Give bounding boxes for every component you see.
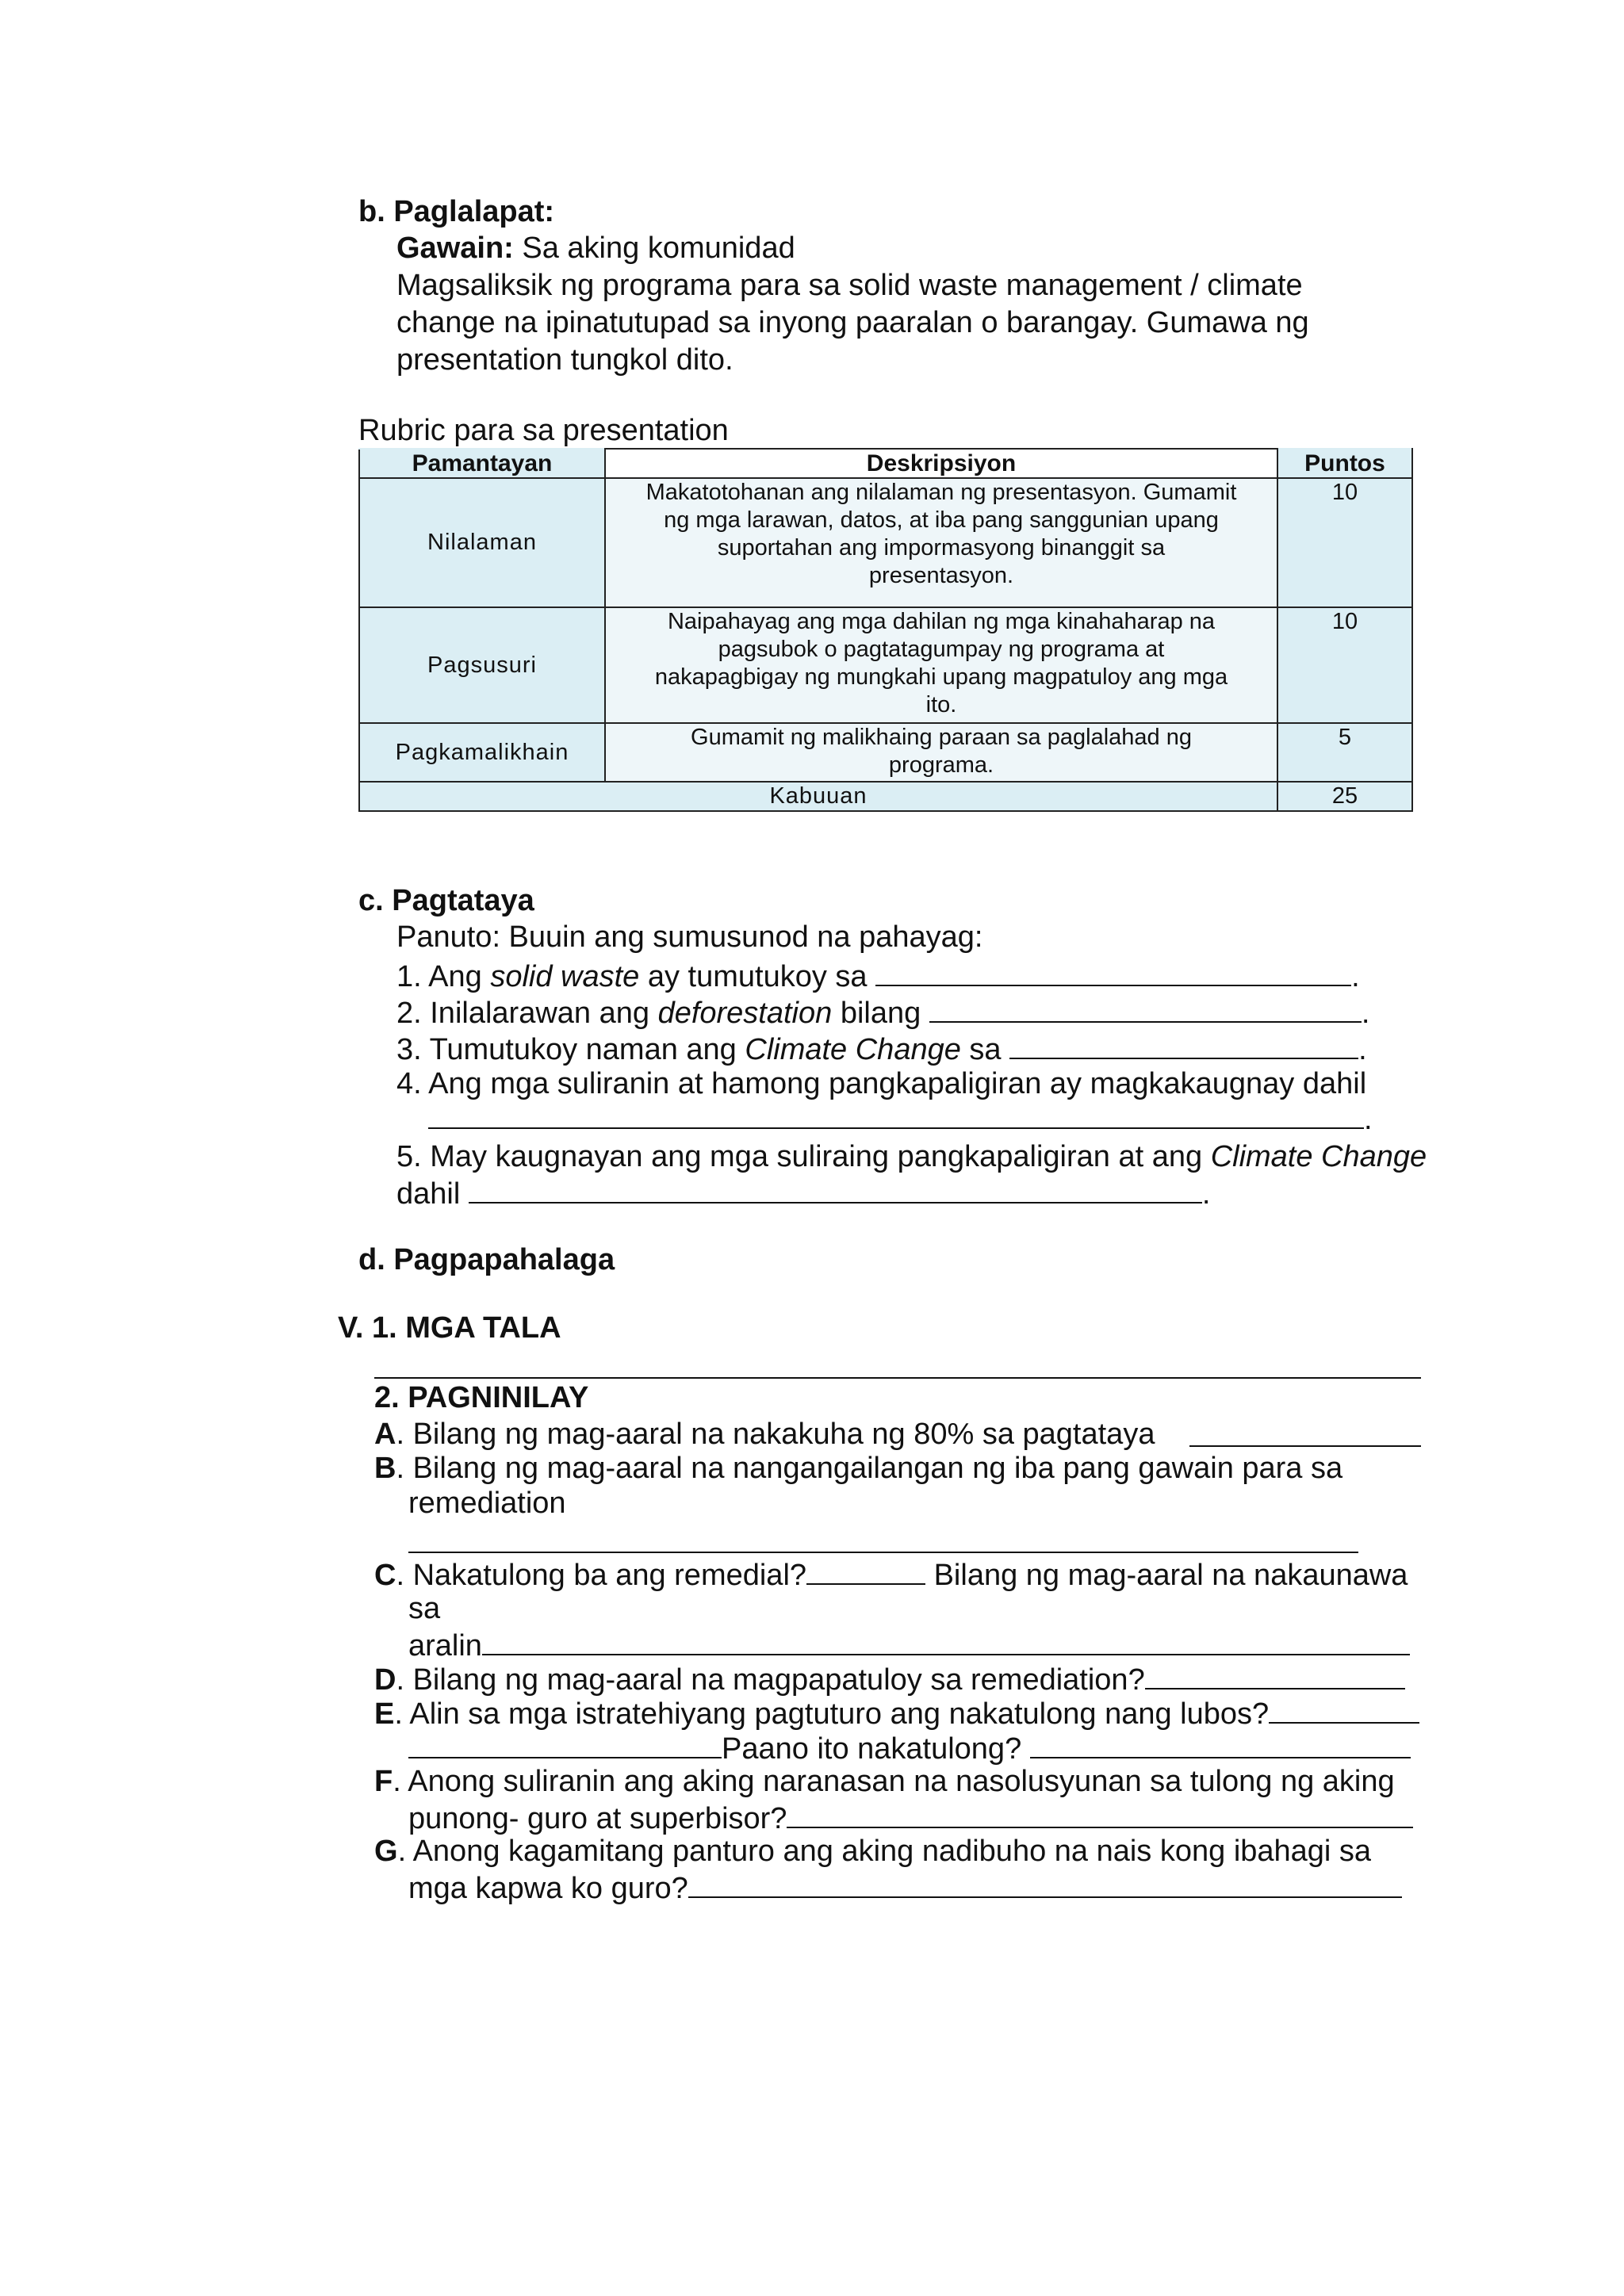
rubric-description [605, 607, 1277, 723]
item-letter: D [374, 1663, 396, 1697]
item-text: . Bilang ng mag-aaral na nangangailangan ng iba pang gawain para sa [396, 1452, 1343, 1485]
rubric-description [605, 723, 1277, 782]
rubric-table [358, 448, 1413, 812]
answer-blank[interactable] [482, 1625, 1410, 1655]
pagninilay-item-f-line2 [408, 1798, 1413, 1837]
pagninilay-item-e [374, 1693, 1419, 1732]
description-line: Naipahayag ang mga dahilan ng mga kinahaharap na [667, 609, 1216, 634]
item-text: . Nakatulong ba ang remedial? [396, 1559, 807, 1592]
section-heading-pagninilay: 2. PAGNINILAY [374, 1381, 589, 1414]
item-text: 5. May kaugnayan ang mga suliraing pangkapaligiran at ang [396, 1140, 1211, 1173]
rubric-criterion: Nilalaman [359, 478, 605, 607]
answer-blank[interactable] [469, 1173, 1202, 1203]
rubric-header-puntos: Puntos [1277, 449, 1412, 478]
answer-blank[interactable] [875, 956, 1351, 986]
pagtataya-item-3 [396, 1029, 1367, 1068]
item-text: 1. Ang [396, 960, 491, 993]
period: . [1364, 1103, 1373, 1136]
item-text: . Anong suliranin ang aking naranasan na nasolusyunan sa tulong ng aking [393, 1765, 1395, 1798]
item-text: . Alin sa mga istratehiyang pagtuturo ang nakatulong nang lubos? [394, 1697, 1270, 1731]
rubric-total-row [359, 782, 1412, 811]
rubric-criterion: Pagkamalikhain [359, 723, 605, 782]
pagtataya-item-1 [396, 956, 1360, 995]
item-term: solid waste [490, 960, 640, 993]
answer-blank[interactable] [1189, 1445, 1421, 1447]
rubric-header-row [359, 449, 1412, 478]
rubric-header-pamantayan: Pamantayan [359, 449, 605, 478]
item-letter: E [374, 1697, 395, 1731]
item-text: mga kapwa ko guro? [408, 1872, 688, 1905]
table-row [359, 478, 1412, 607]
answer-blank[interactable] [929, 993, 1362, 1023]
table-row [359, 607, 1412, 723]
description-line: pagsubok o pagtatagumpay ng programa at [718, 637, 1165, 662]
description-line: Makatotohanan ang nilalaman ng presentasyon. Gumamit [645, 480, 1237, 505]
answer-blank[interactable] [1030, 1728, 1411, 1758]
pagninilay-item-c-line2: sa [408, 1592, 441, 1625]
answer-blank[interactable] [1145, 1659, 1405, 1689]
item-text: ay tumutukoy sa [639, 960, 876, 993]
answer-blank[interactable] [1269, 1693, 1419, 1724]
description-line: Gumamit ng malikhaing paraan sa paglalahad ng [691, 725, 1192, 750]
paglalapat-line: presentation tungkol dito. [396, 343, 733, 377]
pagtataya-item-5 [396, 1138, 1427, 1175]
pagtataya-instruction: Panuto: Buuin ang sumusunod na pahayag: [396, 920, 983, 954]
rubric-total-label: Kabuuan [359, 782, 1277, 811]
item-term: Climate Change [745, 1033, 961, 1066]
pagninilay-item-c [374, 1555, 1408, 1594]
gawain-label: Gawain: [396, 232, 514, 265]
gawain-line [396, 230, 795, 266]
item-letter: A [374, 1418, 396, 1451]
item-text: aralin [408, 1629, 482, 1663]
item-text: bilang [832, 997, 929, 1030]
rubric-total-points: 25 [1277, 782, 1412, 811]
rubric-description [605, 478, 1277, 607]
pagninilay-item-g [374, 1833, 1371, 1869]
pagtataya-item-4-answer [428, 1099, 1373, 1138]
answer-blank[interactable] [1009, 1029, 1358, 1059]
item-text: Bilang ng mag-aaral na nakaunawa [925, 1559, 1408, 1592]
description-line: presentasyon. [868, 563, 1014, 588]
pagninilay-item-a [374, 1416, 1155, 1452]
item-text: Paano ito nakatulong? [722, 1732, 1030, 1766]
period: . [1351, 960, 1360, 993]
item-text: 3. Tumutukoy naman ang [396, 1033, 745, 1066]
paglalapat-line: Magsaliksik ng programa para sa solid waste management / climate [396, 269, 1303, 302]
section-heading-pagtataya: c. Pagtataya [358, 884, 534, 917]
section-heading-mga-tala: V. 1. MGA TALA [338, 1311, 561, 1345]
description-line: nakapagbigay ng mungkahi upang magpatuloy ang mga [654, 664, 1228, 690]
table-row [359, 723, 1412, 782]
item-letter: G [374, 1835, 398, 1868]
description-line: ito. [925, 692, 957, 718]
item-letter: B [374, 1452, 396, 1485]
answer-blank[interactable] [408, 1728, 722, 1758]
item-text: . Anong kagamitang panturo ang aking nadibuho na nais kong ibahagi sa [397, 1835, 1372, 1868]
item-text: . Bilang ng mag-aaral na nakakuha ng 80% sa pagtataya [396, 1418, 1155, 1451]
item-text: punong- guro at superbisor? [408, 1802, 787, 1835]
period: . [1201, 1177, 1211, 1211]
answer-blank[interactable] [408, 1552, 1358, 1553]
pagninilay-item-c-line3 [408, 1625, 1410, 1664]
item-letter: C [374, 1559, 396, 1592]
section-heading-pagpapahalaga: d. Pagpapahalaga [358, 1243, 615, 1276]
description-line: programa. [888, 752, 994, 778]
answer-blank[interactable] [787, 1798, 1413, 1828]
pagninilay-item-e-line2 [408, 1728, 1411, 1767]
pagtataya-item-5-answer [396, 1173, 1210, 1212]
item-text: dahil [396, 1177, 469, 1211]
rubric-caption: Rubric para sa presentation [358, 414, 729, 447]
item-term: Climate Change [1210, 1140, 1427, 1173]
pagninilay-item-b-line2: remediation [408, 1487, 566, 1520]
item-text: . Bilang ng mag-aaral na magpapatuloy sa remediation? [396, 1663, 1145, 1697]
answer-blank[interactable] [688, 1868, 1402, 1898]
rubric-points: 10 [1277, 607, 1412, 723]
pagtataya-item-2 [396, 993, 1369, 1031]
rubric-header-deskripsiyon: Deskripsiyon [605, 449, 1277, 478]
pagninilay-item-f [374, 1763, 1395, 1800]
rubric-points: 10 [1277, 478, 1412, 607]
pagtataya-item-4: 4. Ang mga suliranin at hamong pangkapaligiran ay magkakaugnay dahil [396, 1067, 1367, 1100]
period: . [1358, 1033, 1367, 1066]
rubric-criterion: Pagsusuri [359, 607, 605, 723]
item-text: 2. Inilalarawan ang [396, 997, 658, 1030]
description-line: suportahan ang impormasyong binanggit sa [717, 535, 1166, 561]
paglalapat-line: change na ipinatutupad sa inyong paaralan o barangay. Gumawa ng [396, 306, 1309, 339]
description-line: ng mga larawan, datos, at iba pang sanggunian upang [664, 507, 1219, 533]
gawain-title: Sa aking komunidad [522, 232, 795, 265]
section-heading-paglalapat: b. Paglalapat: [358, 195, 555, 228]
rubric-points: 5 [1277, 723, 1412, 782]
pagninilay-item-d [374, 1659, 1405, 1698]
pagninilay-item-g-line2 [408, 1868, 1402, 1907]
answer-blank[interactable] [806, 1555, 925, 1585]
mga-tala-line[interactable] [374, 1377, 1421, 1379]
period: . [1361, 997, 1370, 1030]
item-term: deforestation [657, 997, 833, 1030]
answer-blank[interactable] [428, 1099, 1364, 1129]
item-letter: F [374, 1765, 393, 1798]
item-text: sa [960, 1033, 1010, 1066]
pagninilay-item-b [374, 1450, 1342, 1487]
